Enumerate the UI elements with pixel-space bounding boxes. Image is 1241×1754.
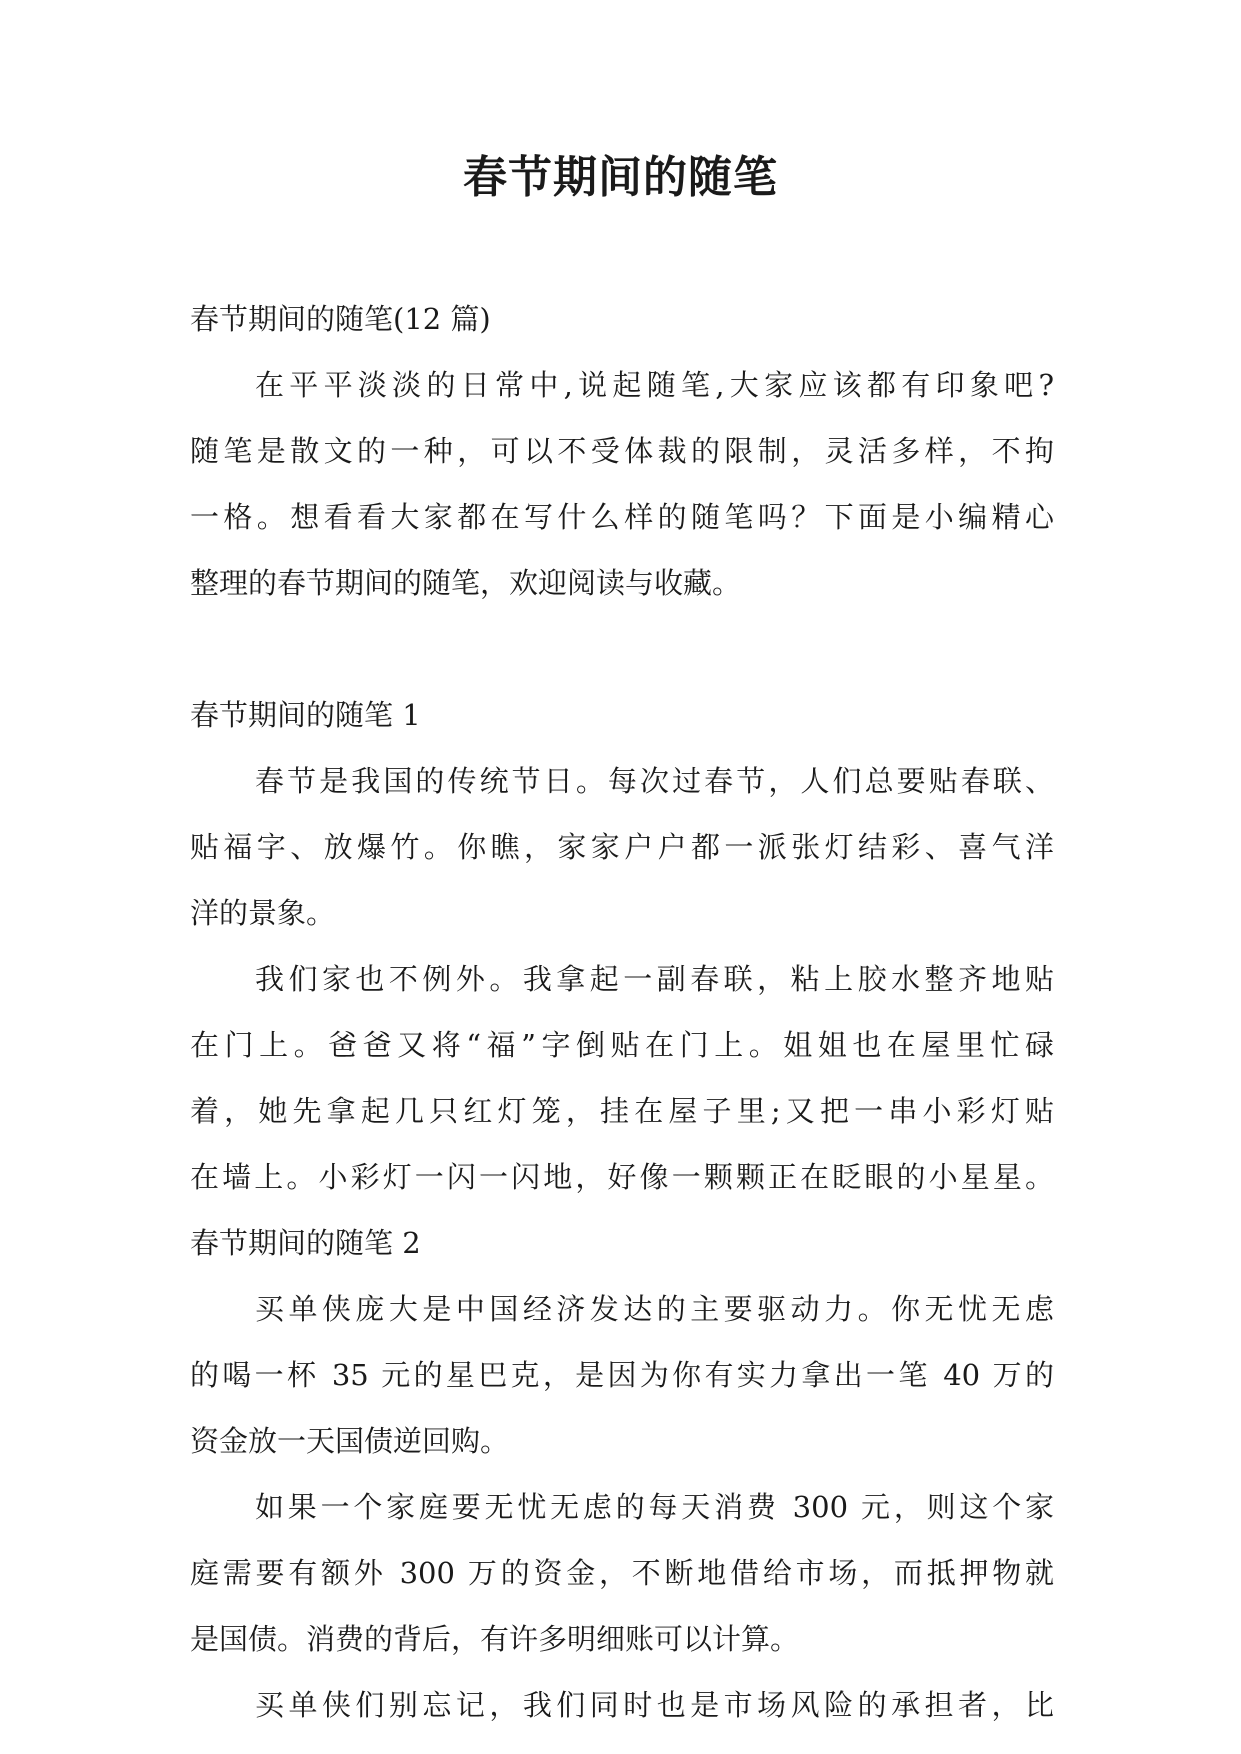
document-body [190,286,1054,1738]
text-line: 春节是我国的传统节日。每次过春节，人们总要贴春联、 [255,764,1054,798]
text-line: 我们家也不例外。我拿起一副春联，粘上胶水整齐地贴 [255,962,1054,996]
text-line: 一格。想看看大家都在写什么样的随笔吗？下面是小编精心 [190,500,1054,534]
text-line: 在平平淡淡的日常中,说起随笔,大家应该都有印象吧? [255,368,1054,402]
text-line: 买单侠庞大是中国经济发达的主要驱动力。你无忧无虑 [255,1292,1054,1326]
text-line: 着，她先拿起几只红灯笼，挂在屋子里;又把一串小彩灯贴 [190,1094,1054,1128]
text-line: 整理的春节期间的随笔，欢迎阅读与收藏。 [190,566,742,600]
text-line: 随笔是散文的一种，可以不受体裁的限制，灵活多样，不拘 [190,434,1054,468]
text-line: 如果一个家庭要无忧无虑的每天消费 300 元，则这个家 [255,1490,1054,1524]
text-line: 买单侠们别忘记，我们同时也是市场风险的承担者，比 [255,1688,1054,1722]
text-line: 在门上。爸爸又将“福”字倒贴在门上。姐姐也在屋里忙碌 [190,1028,1054,1062]
text-line: 洋的景象。 [190,896,336,930]
text-line: 春节期间的随笔 2 [190,1226,421,1260]
text-line: 是国债。消费的背后，有许多明细账可以计算。 [190,1622,800,1656]
text-line: 的喝一杯 35 元的星巴克，是因为你有实力拿出一笔 40 万的 [190,1358,1054,1392]
text-line: 春节期间的随笔 1 [190,698,421,732]
document-title: 春节期间的随笔 [463,152,778,203]
text-line: 庭需要有额外 300 万的资金，不断地借给市场，而抵押物就 [190,1556,1054,1590]
text-line: 资金放一天国债逆回购。 [190,1424,510,1458]
text-line: 在墙上。小彩灯一闪一闪地，好像一颗颗正在眨眼的小星星。 [190,1160,1054,1194]
text-line: 春节期间的随笔(12 篇) [190,302,491,336]
paragraph-gap [190,616,1054,682]
text-line: 贴福字、放爆竹。你瞧，家家户户都一派张灯结彩、喜气洋 [190,830,1054,864]
